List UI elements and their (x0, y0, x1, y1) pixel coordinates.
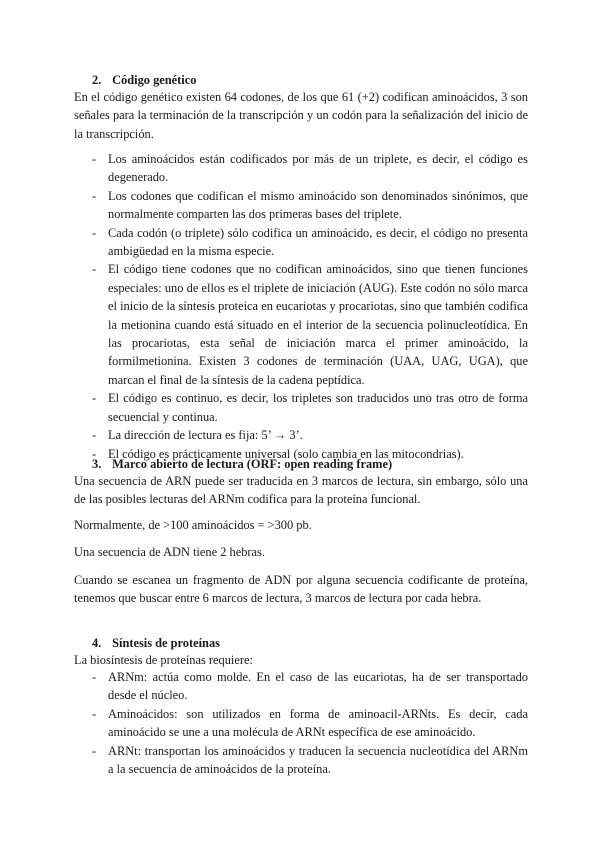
section-2-intro: En el código genético existen 64 codones, de los que 61 (+2) codifican aminoácidos, 3 son señales para la terminación de la transcripción y un codón para la señalización del inicio de la transcripción. (74, 90, 528, 141)
bullet-dash: - (92, 225, 97, 240)
list-item: - Los codones que codifican el mismo aminoácido son denominados sinónimos, que normalmente comparten las dos primeras bases del triplete. (92, 188, 528, 222)
bullet-dash: - (92, 706, 97, 721)
section-4-heading (92, 634, 220, 652)
section-4-number: 4. (92, 636, 102, 650)
bullet-dash: - (92, 743, 97, 758)
section-4-bullet-list (92, 668, 528, 778)
section-3-number: 3. (92, 457, 102, 471)
list-item: - El código es continuo, es decir, los tripletes son traducidos uno tras otro de forma secuencial y continua. (92, 391, 528, 424)
bullet-dash: - (92, 188, 97, 203)
section-2-heading (92, 71, 196, 89)
section-2-bullet-list (92, 150, 528, 463)
section-4-intro: La biosíntesis de proteínas requiere: (74, 653, 253, 667)
list-item: - Los aminoácidos están codificados por más de un triplete, es decir, el código es degenerado. (92, 152, 528, 185)
bullet-dash: - (92, 670, 97, 684)
bullet-dash: - (92, 391, 97, 406)
list-item: - ARNt: transportan los aminoácidos y traducen la secuencia nucleotídica del ARNm a la secuencia de aminoácidos de la proteína. (92, 743, 528, 777)
list-item: - ARNm: actúa como molde. En el caso de las eucariotas, ha de ser transportado desde el núcleo. (92, 670, 528, 703)
section-3-paragraph-1: Una secuencia de ARN puede ser traducida en 3 marcos de lectura, sin embargo, sólo una de las posibles lecturas del ARNm codifica para la proteína funcional. (74, 474, 528, 507)
section-2-number: 2. (92, 73, 102, 87)
list-item: - El código es prácticamente universal (solo cambia en las mitocondrias). (92, 445, 528, 463)
list-item: - El código tiene codones que no codifican aminoácidos, sino que tienen funciones especiales: uno de ellos es el triplete de iniciación (AUG). Este codón no sólo marca el inicio de la síntesis proteica en eucariotas y procariotas, sino que también codifica la metionina cuando está situado en el interior de la secuencia polinucleotídica. En las procariotas, esta señal de iniciación marca el primer aminoácido, la formilmetionina. Existen 3 codones de terminación (UAA, UAG, UGA), que marcan el final de la síntesis de la cadena peptídica. (92, 262, 528, 387)
section-3-paragraph-2: Normalmente, de >100 aminoácidos = >300 pb. (74, 518, 312, 532)
bullet-dash: - (92, 152, 97, 166)
section-3-heading (92, 455, 392, 473)
bullet-dash: - (92, 262, 97, 277)
section-4-title: Síntesis de proteínas (112, 636, 220, 650)
list-item: - La dirección de lectura es fija: 5’ → 3’. (92, 426, 528, 444)
bullet-dash: - (92, 446, 97, 461)
section-3-paragraph-3: Una secuencia de ADN tiene 2 hebras. (74, 545, 265, 559)
bullet-dash: - (92, 428, 97, 443)
list-item: - Cada codón (o triplete) sólo codifica un aminoácido, es decir, el código no presenta ambigüedad en la misma especie. (92, 225, 528, 259)
section-3-paragraph-4: Cuando se escanea un fragmento de ADN por alguna secuencia codificante de proteína, tenemos que buscar entre 6 marcos de lectura, 3 marcos de lectura por cada hebra. (74, 573, 528, 606)
list-item: - Aminoácidos: son utilizados en forma de aminoacil-ARNts. Es decir, cada aminoácido se une a una molécula de ARNt específica de ese aminoácido. (92, 706, 528, 740)
section-3-title: Marco abierto de lectura (ORF: open reading frame) (112, 457, 393, 471)
section-2-title: Código genético (112, 73, 197, 87)
